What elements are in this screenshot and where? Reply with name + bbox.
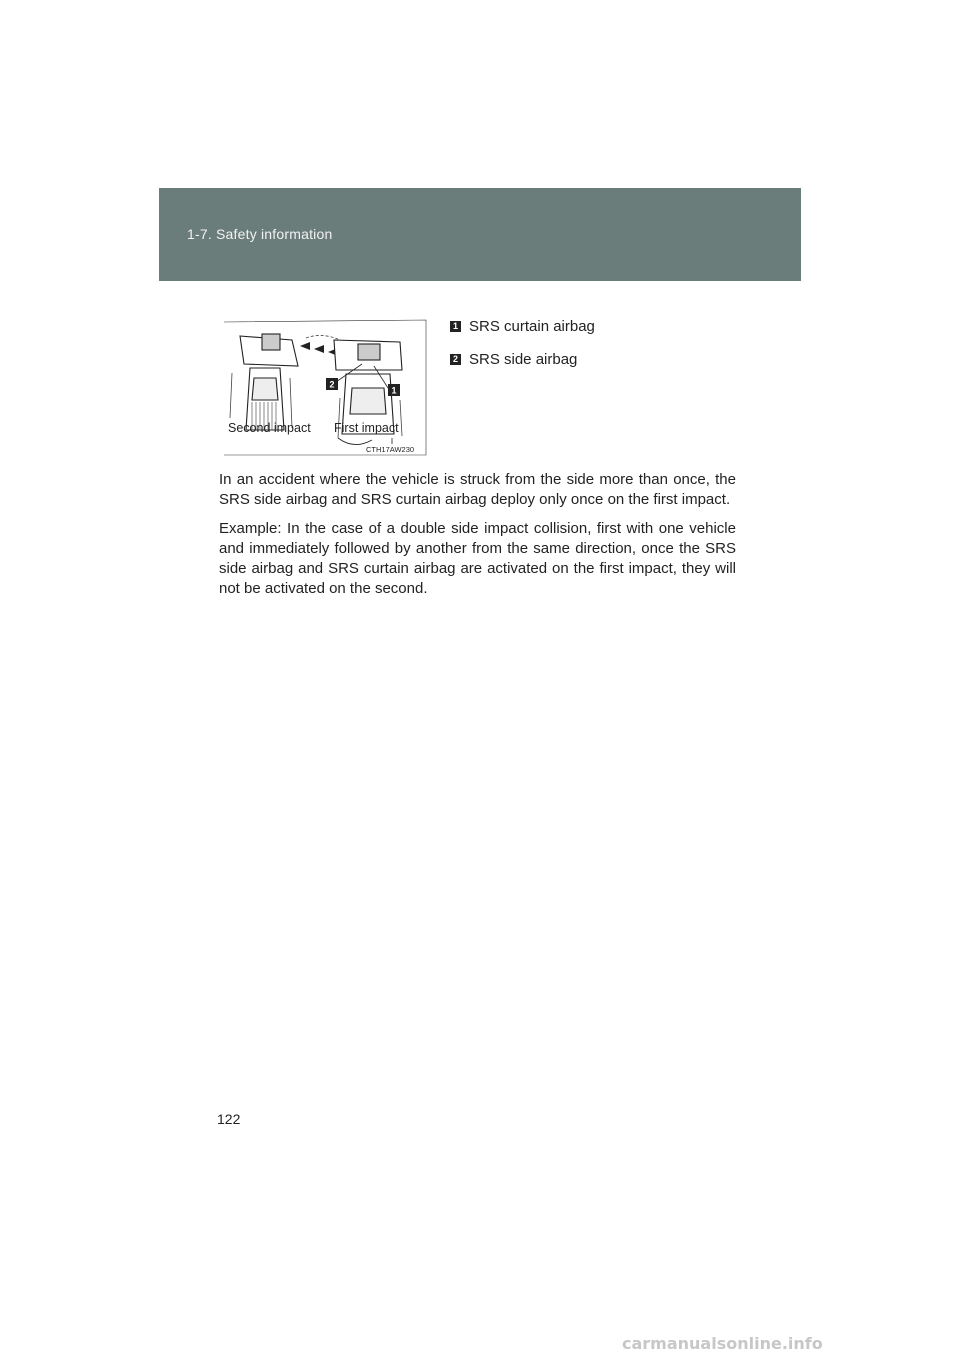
watermark: carmanualsonline.info — [622, 1334, 823, 1353]
legend-badge-1: 1 — [450, 321, 461, 332]
section-header — [159, 188, 801, 281]
svg-text:1: 1 — [391, 385, 397, 396]
body-text — [219, 470, 736, 608]
legend-badge-2: 2 — [450, 354, 461, 365]
callout-badge-1 — [388, 384, 400, 396]
legend-item-curtain-airbag — [450, 316, 750, 336]
side-impact-illustration — [222, 318, 428, 457]
label-second-impact: Second impact — [228, 421, 311, 435]
svg-text:2: 2 — [329, 379, 335, 390]
paragraph-1: In an accident where the vehicle is struck from the side more than once, the SRS side airbag and SRS curtain airbag deploy only once on the first impact. — [219, 471, 736, 508]
section-title: 1-7. Safety information — [187, 226, 333, 242]
legend-item-side-airbag — [450, 349, 750, 369]
callout-badge-2 — [326, 378, 338, 390]
legend-label-2: SRS side airbag — [469, 350, 578, 368]
callout-legend — [450, 316, 750, 382]
label-first-impact: First impact — [334, 421, 399, 435]
impact-arrows — [300, 342, 338, 356]
figure-code: CTH17AW230 — [366, 445, 415, 454]
page-number: 122 — [217, 1111, 241, 1127]
paragraph-2: Example: In the case of a double side impact collision, first with one vehicle and immediately followed by another from the same direction, once the SRS side airbag and SRS curtain airbag are activated on the first impact, they will not be activated on the second. — [219, 520, 736, 597]
second-impact-car — [240, 334, 298, 430]
legend-label-1: SRS curtain airbag — [469, 317, 595, 335]
